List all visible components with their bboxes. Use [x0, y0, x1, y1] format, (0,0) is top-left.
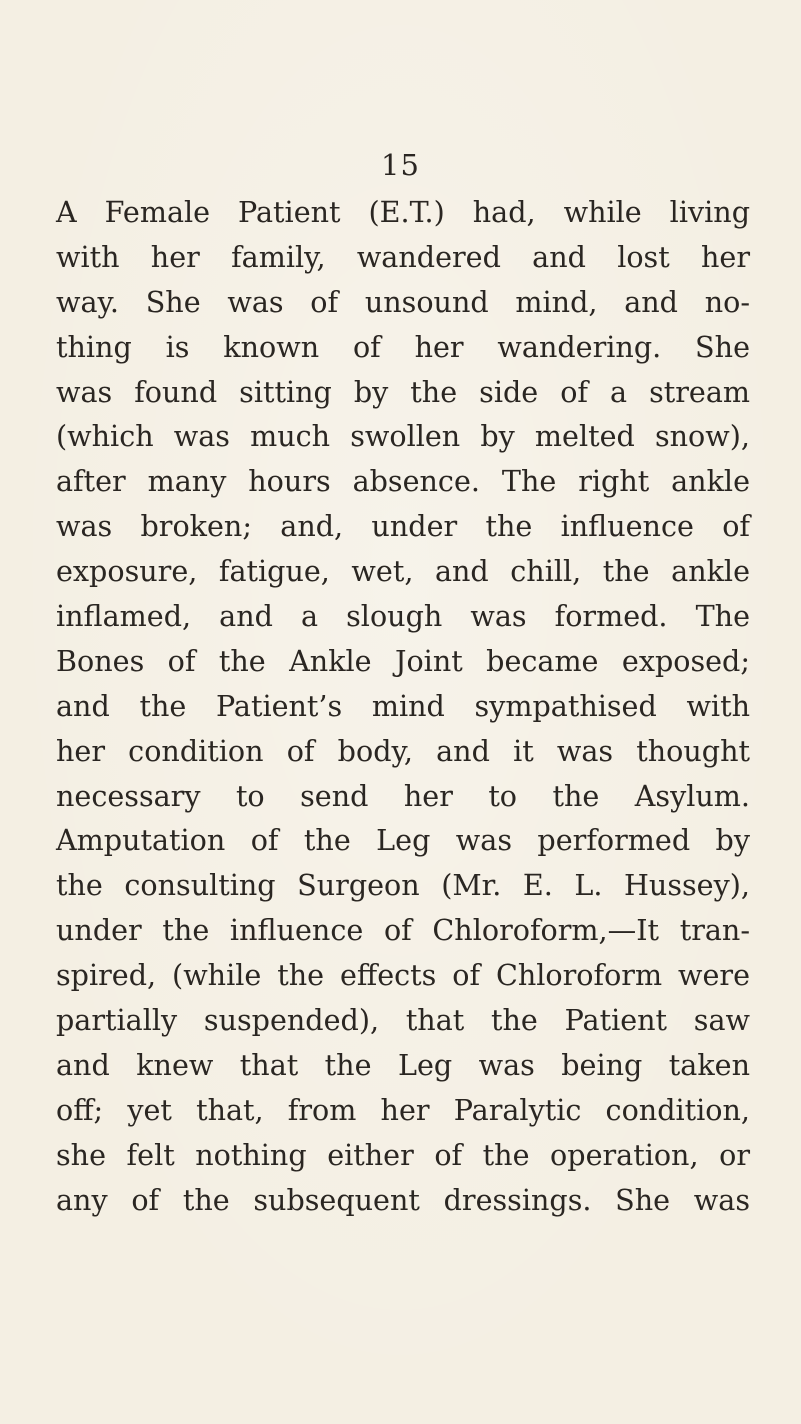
text-line: Amputation of the Leg was performed by	[56, 823, 750, 858]
text-line: under the influence of Chloroform,—It tran-	[56, 913, 750, 948]
text-line: spired, (while the effects of Chloroform were	[56, 958, 750, 993]
text-line: and knew that the Leg was being taken	[56, 1047, 750, 1082]
text-line: (which was much swollen by melted snow),	[56, 419, 750, 454]
body-text	[56, 190, 750, 1222]
text-line: off; yet that, from her Paralytic condition,	[56, 1092, 750, 1127]
text-line: any of the subsequent dressings. She was	[56, 1182, 750, 1217]
text-line: her condition of body, and it was thought	[56, 733, 750, 768]
text-line: inflamed, and a slough was formed. The	[56, 599, 750, 634]
text-line: A Female Patient (E.T.) had, while living	[56, 195, 750, 229]
text-line: with her family, wandered and lost her	[56, 239, 750, 274]
text-line: exposure, fatigue, wet, and chill, the ankle	[56, 554, 750, 589]
text-line: the consulting Surgeon (Mr. E. L. Hussey),	[56, 868, 750, 903]
text-line: thing is known of her wandering. She	[56, 329, 750, 364]
text-line: Bones of the Ankle Joint became exposed;	[56, 643, 750, 678]
text-line: she felt nothing either of the operation, or	[56, 1137, 750, 1172]
text-line: way. She was of unsound mind, and no-	[56, 284, 750, 319]
text-line: and the Patient’s mind sympathised with	[56, 688, 750, 723]
text-line: partially suspended), that the Patient saw	[56, 1003, 750, 1038]
text-line: was broken; and, under the influence of	[56, 509, 750, 544]
page-number: 15	[381, 148, 420, 182]
text-line: after many hours absence. The right ankle	[56, 464, 750, 499]
text-line: necessary to send her to the Asylum.	[56, 778, 750, 813]
text-line: was found sitting by the side of a stream	[56, 374, 750, 409]
